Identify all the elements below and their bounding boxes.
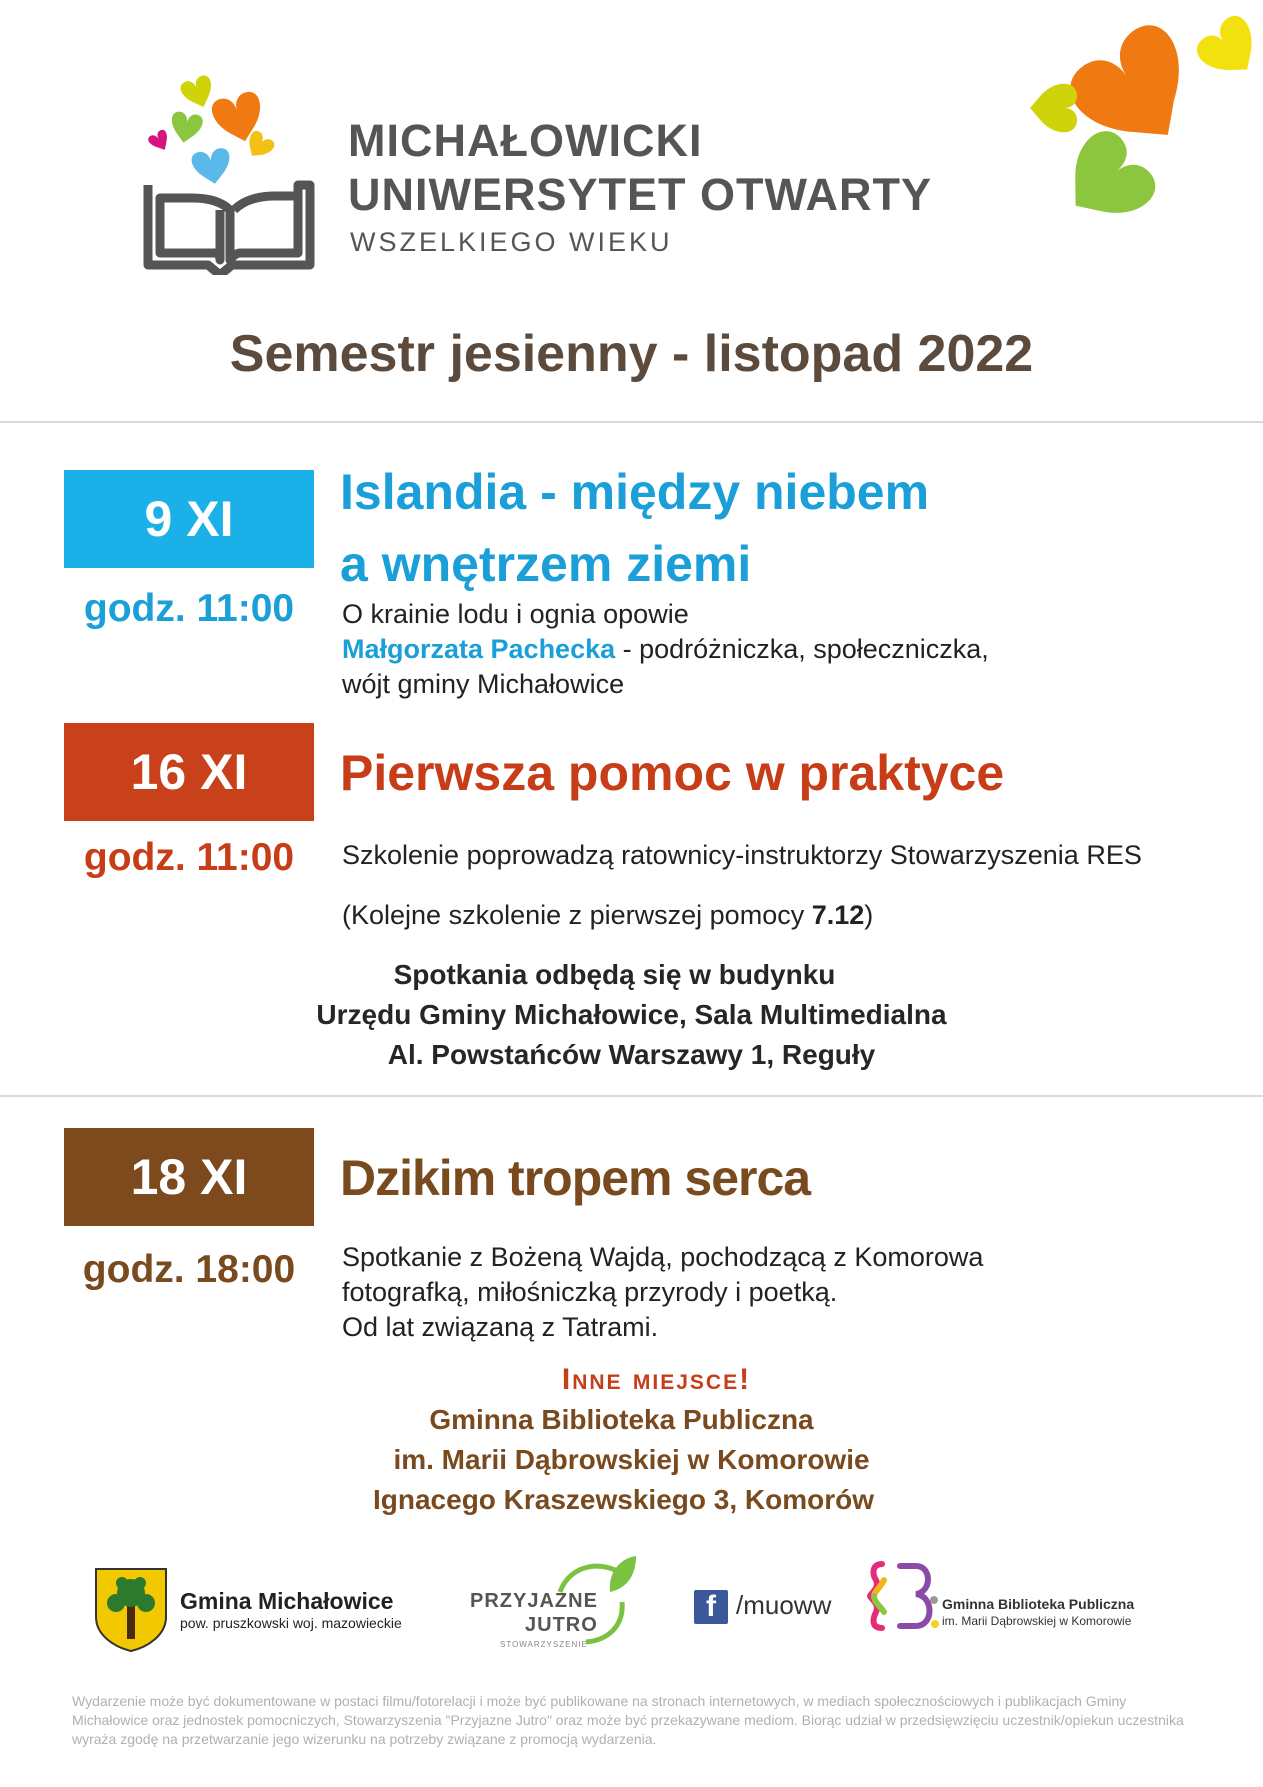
venue-other-line3: Ignacego Kraszewskiego 3, Komorów (372, 1484, 875, 1515)
venue-main (0, 955, 1263, 1075)
event2-desc-line2 (342, 898, 873, 933)
event1-desc-line1: O krainie lodu i ognia opowie (342, 599, 689, 629)
event3-desc-line3: Od lat związaną z Tatrami. (342, 1312, 659, 1342)
przyjazne-jutro-line2: JUTRO (525, 1614, 598, 1636)
event1-desc-line2 (342, 632, 989, 667)
event2-desc-post: ) (864, 900, 874, 930)
logo-subtitle: WSZELKIEGO WIEKU (350, 227, 673, 257)
event1-desc-line3: wójt gminy Michałowice (342, 669, 625, 699)
event3-description (342, 1240, 983, 1345)
event1-description (342, 597, 989, 702)
library-name-line1: Gminna Biblioteka Publiczna (942, 1596, 1135, 1612)
logo-title-line2: UNIWERSYTET OTWARTY (348, 169, 932, 220)
event2-time: godz. 11:00 (83, 836, 295, 879)
next-training-date: 7.12 (811, 900, 865, 930)
event1-title-line1: Islandia - między niebem (340, 464, 930, 520)
event3-desc-line1: Spotkanie z Bożeną Wajdą, pochodzącą z Komorowa (342, 1242, 984, 1272)
facebook-handle[interactable]: /muoww (736, 1590, 832, 1620)
event1-title (340, 456, 929, 600)
przyjazne-jutro-line3: STOWARZYSZENIE (500, 1640, 588, 1649)
divider (0, 1095, 1263, 1097)
event2-title: Pierwsza pomoc w praktyce (340, 745, 1005, 801)
event3-desc-line2: fotografką, miłośniczką przyrody i poetką. (342, 1277, 838, 1307)
library-name-line2: im. Marii Dąbrowskiej w Komorowie (942, 1614, 1132, 1628)
event1-title-line2: a wnętrzem ziemi (340, 536, 752, 592)
event3-date-badge: 18 XI (64, 1128, 314, 1226)
venue-main-line1: Spotkania odbędą się w budynku (393, 959, 836, 990)
disclaimer: Wydarzenie może być dokumentowane w postaci filmu/fotorelacji i może być publikowane na stronach internetowych, w mediach społecznościowych i publikacjach Gminy Michałowice oraz jednostek pomocniczych, Stowarzyszenia "Przyjazne Jutro" oraz może być przekazywane mediom. Biorąc udział w przedsięwzięciu uczestnik/opiekun uczestnika wyraża zgodę na przetwarzanie jego wizerunku na potrzeby związane z promocją wydarzenia. (72, 1693, 1184, 1747)
logo-title-line1: MICHAŁOWICKI (348, 115, 703, 166)
event3-time: godz. 18:00 (82, 1248, 296, 1291)
gmina-name: Gmina Michałowice (180, 1588, 394, 1614)
przyjazne-jutro-line1: PRZYJAZNE (470, 1590, 598, 1612)
venue-other-heading: Inne miejsce! (561, 1363, 752, 1396)
event2-desc-pre: (Kolejne szkolenie z pierwszej pomocy (342, 900, 812, 930)
divider (0, 421, 1263, 423)
event2-desc-line1: Szkolenie poprowadzą ratownicy-instruktorzy Stowarzyszenia RES (342, 840, 1142, 870)
venue-main-line3: Al. Powstańców Warszawy 1, Reguły (387, 1039, 876, 1070)
semester-title: Semestr jesienny - listopad 2022 (229, 325, 1034, 383)
university-logo-icon (140, 70, 320, 275)
venue-main-line2: Urzędu Gminy Michałowice, Sala Multimedialna (316, 999, 947, 1030)
venue-other-line2: im. Marii Dąbrowskiej w Komorowie (393, 1444, 870, 1475)
event2-date-badge: 16 XI (64, 723, 314, 821)
speaker-name: Małgorzata Pachecka (342, 634, 616, 664)
venue-other (0, 1360, 1263, 1520)
decorative-hearts-icon (1000, 0, 1263, 240)
facebook-icon[interactable]: f (694, 1590, 728, 1624)
library-dot-icon (931, 1620, 939, 1628)
event1-date-badge: 9 XI (64, 470, 314, 568)
event3-title: Dzikim tropem serca (340, 1150, 811, 1206)
venue-other-line1: Gminna Biblioteka Publiczna (429, 1404, 814, 1435)
speaker-role: - podróżniczka, społeczniczka, (615, 634, 989, 664)
event1-time: godz. 11:00 (83, 587, 295, 630)
gmina-subtitle: pow. pruszkowski woj. mazowieckie (180, 1615, 402, 1631)
gmina-coat-of-arms-icon (92, 1565, 170, 1653)
